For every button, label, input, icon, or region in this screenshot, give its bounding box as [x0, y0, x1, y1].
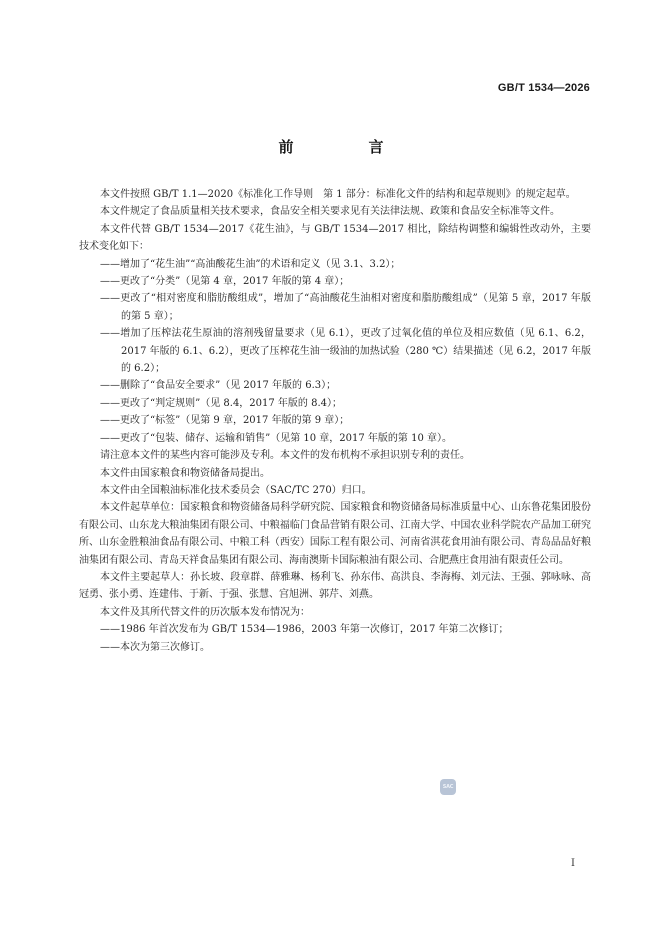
change-list-item: ——更改了“判定规则”（见 8.4，2017 年版的 8.4）；: [100, 397, 343, 409]
watermark-logo: [440, 779, 456, 795]
change-list-item: ——本次为第三次修订。: [100, 641, 210, 653]
change-list-item: ——增加了压榨法花生原油的溶剂残留量要求（见 6.1），更改了过氧化值的单位及相应数值（见 6.1、6.2，2017 年版的 6.1、6.2），更改了压榨花生油一级油的加热试验（280 ℃）结果描述（见 6.2，2017 年版的 6.2）；: [100, 328, 591, 375]
change-list-item: ——删除了“食品安全要求”（见 2017 年版的 6.3）；: [100, 380, 337, 392]
page-number: I: [571, 858, 575, 869]
watermark-logo-text: SAC: [442, 784, 454, 790]
foreword-body: [79, 186, 591, 656]
body-paragraph: 本文件按照 GB/T 1.1—2020《标准化工作导则 第 1 部分：标准化文件的结构和起草规则》的规定起草。: [100, 189, 576, 200]
page-title: 前 言: [278, 138, 414, 156]
body-paragraph: 本文件规定了食品质量相关技术要求，食品安全相关要求见有关法律法规、政策和食品安全标准等文件。: [100, 206, 560, 218]
change-list-item: ——增加了“花生油”“高油酸花生油”的术语和定义（见 3.1、3.2）；: [100, 258, 401, 270]
change-list-item: ——1986 年首次发布为 GB/T 1534—1986，2003 年第一次修订，2017 年第二次修订；: [100, 624, 509, 636]
standard-code: GB/T 1534—2026: [497, 82, 590, 94]
body-paragraph: 本文件主要起草人：孙长坡、段章群、薛雅琳、杨利飞、孙东伟、高洪良、李海梅、刘元法、王强、郭咏咏、高冠勇、张小勇、连建伟、于新、于强、张慧、宫旭洲、郭芹、刘燕。: [79, 571, 591, 601]
change-list-item: ——更改了“分类”（见第 4 章，2017 年版的第 4 章）；: [100, 276, 350, 288]
body-paragraph: 请注意本文件的某些内容可能涉及专利。本文件的发布机构不承担识别专利的责任。: [100, 450, 470, 462]
body-paragraph: 本文件起草单位：国家粮食和物资储备局科学研究院、国家粮食和物资储备局标准质量中心、山东鲁花集团股份有限公司、山东龙大粮油集团有限公司、中粮福临门食品营销有限公司、江南大学、中国农业科学院农产品加工研究所、山东金胜粮油食品有限公司、中粮工科（西安）国际工程有限公司、河南省淇花食用油有限公司、青岛品品好粮油集团有限公司、青岛天祥食品集团有限公司、海南澳斯卡国际粮油有限公司、合肥燕庄食用油有限责任公司。: [79, 502, 591, 566]
body-paragraph: 本文件由全国粮油标准化技术委员会（SAC/TC 270）归口。: [100, 484, 372, 496]
change-list-item: ——更改了“标签”（见第 9 章，2017 年版的第 9 章）；: [100, 415, 350, 427]
body-paragraph: 本文件由国家粮食和物资储备局提出。: [100, 467, 270, 479]
change-list-item: ——更改了“相对密度和脂肪酸组成”，增加了“高油酸花生油相对密度和脂肪酸组成”（见第 5 章，2017 年版的第 5 章）；: [100, 293, 591, 322]
change-list-item: ——更改了“包装、储存、运输和销售”（见第 10 章，2017 年版的第 10 章）。: [100, 432, 453, 444]
body-paragraph: 本文件代替 GB/T 1534—2017《花生油》，与 GB/T 1534—2017 相比，除结构调整和编辑性改动外，主要技术变化如下：: [79, 223, 591, 253]
body-paragraph: 本文件及其所代替文件的历次版本发布情况为：: [100, 606, 310, 618]
